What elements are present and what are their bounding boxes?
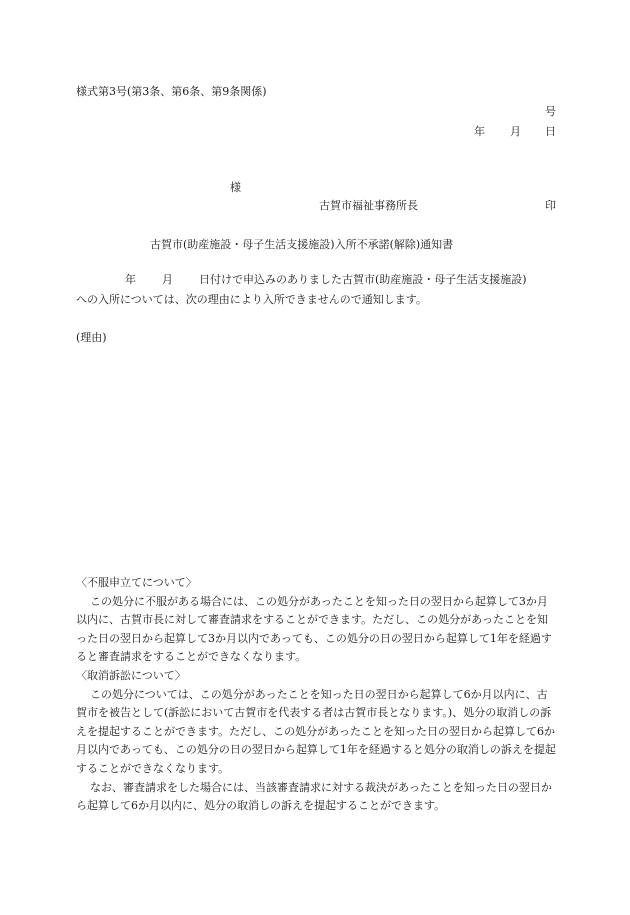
body-text-line1: 日付けで申込みのありました古賀市(助産施設・母子生活支援施設) (199, 273, 527, 286)
appeal-heading: 〈不服申立てについて〉 (76, 576, 197, 589)
body-text-line2: への入所については、次の理由により入所できませんので通知します。 (76, 293, 427, 306)
date-day: 日 (545, 125, 556, 138)
reason-label: (理由) (76, 331, 107, 344)
notice-section (76, 574, 556, 816)
addressee-suffix: 様 (230, 181, 241, 194)
issuer-name: 古賀市福祉事務所長 (319, 199, 418, 212)
body-year: 年 (125, 273, 136, 286)
form-number: 様式第3号(第3条、第6条、第9条関係) (76, 85, 267, 98)
date-year: 年 (474, 125, 485, 138)
date-month: 月 (510, 125, 521, 138)
number-mark: 号 (545, 105, 556, 118)
appeal-text: この処分に不服がある場合には、この処分があったことを知った日の翌日から起算して3か月以内に、古賀市長に対して審査請求をすることができます。ただし、この処分があったことを知った日の翌日から起算して3か月以内であっても、この処分の日の翌日から起算して1年を経過すると審査請求をすることができなくなります。 (76, 594, 552, 664)
seal-mark: 印 (545, 199, 556, 212)
lawsuit-text: この処分については、この処分があったことを知った日の翌日から起算して6か月以内に、古賀市を被告として(訴訟において古賀市を代表する者は古賀市長となります。)、処分の取消しの訴えを提起することができます。ただし、この処分があったことを知った日の翌日から起算して6か月以内であっても、この処分の日の翌日から起算して1年を経過すると処分の取消しの訴えを提起することができなくなります。 (76, 687, 556, 775)
lawsuit-heading: 〈取消訴訟について〉 (76, 668, 186, 682)
document-title: 古賀市(助産施設・母子生活支援施設)入所不承諾(解除)通知書 (150, 238, 454, 251)
body-month: 月 (162, 273, 173, 286)
review-text: なお、審査請求をした場合には、当該審査請求に対する裁決があったことを知った日の翌日から起算して6か月以内に、処分の取消しの訴えを提起することができます。 (76, 780, 552, 813)
